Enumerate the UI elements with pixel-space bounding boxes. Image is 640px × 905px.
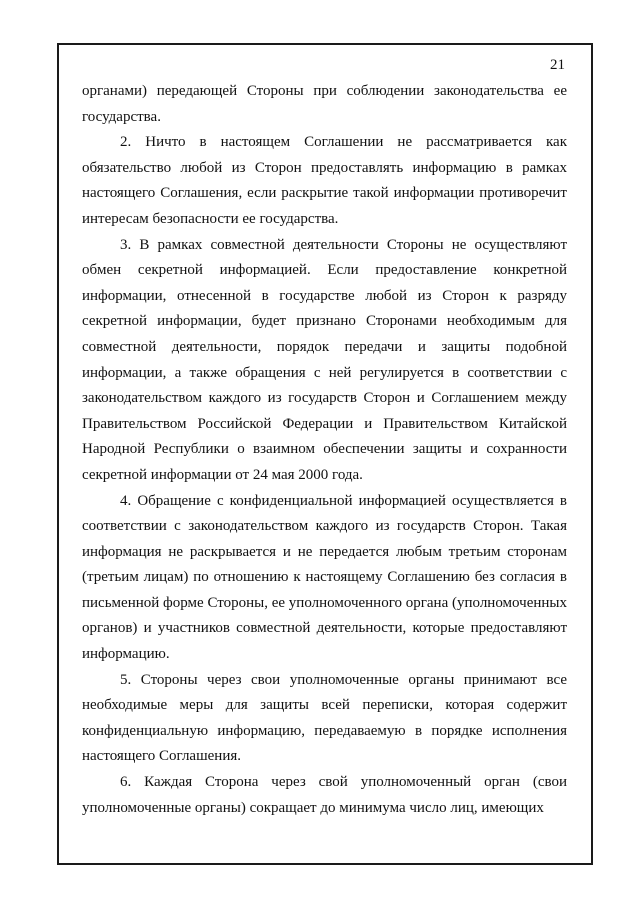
paragraph-item-3: 3. В рамках совместной деятельности Стороны не осуществляют обмен секретной информацией. Если предоставление конкретной информации, отнесенной в государстве любой из Сторон к разряду секретной информации, будет признано Сторонами необходимым для совместной деятельности, порядок передачи и защиты подобной информации, а также обращения с ней регулируется в соответствии с законодательством каждого из государств Сторон и Соглашением между Правительством Российской Федерации и Правительством Китайской Народной Республики о взаимном обеспечении защиты и сохранности секретной информации от 24 мая 2000 года.: [82, 236, 567, 483]
paragraph-item-4: 4. Обращение с конфиденциальной информацией осуществляется в соответствии с законодательством каждого из государств Сторон. Такая информация не раскрывается и не передается любым третьим сторонам (третьим лицам) по отношению к настоящему Соглашению без согласия в письменной форме Стороны, ее уполномоченного органа (уполномоченных органов) и участников совместной деятельности, которые предоставляют информацию.: [82, 492, 567, 663]
paragraph-item-6: 6. Каждая Сторона через свой уполномоченный орган (свои уполномоченные органы) сокращает до минимума число лиц, имеющих: [82, 774, 567, 816]
paragraph-continuation: органами) передающей Стороны при соблюдении законодательства ее государства.: [82, 83, 567, 125]
paragraph-item-5: 5. Стороны через свои уполномоченные органы принимают все необходимые меры для защиты всей переписки, которая содержит конфиденциальную информацию, передаваемую в порядке исполнения настоящего Соглашения.: [82, 671, 567, 765]
paragraph-item-2: 2. Ничто в настоящем Соглашении не рассматривается как обязательство любой из Сторон предоставлять информацию в рамках настоящего Соглашения, если раскрытие такой информации противоречит интересам безопасности ее государства.: [82, 134, 567, 227]
document-body: [82, 79, 567, 821]
page-frame: [57, 43, 593, 865]
page-number: 21: [550, 57, 565, 73]
